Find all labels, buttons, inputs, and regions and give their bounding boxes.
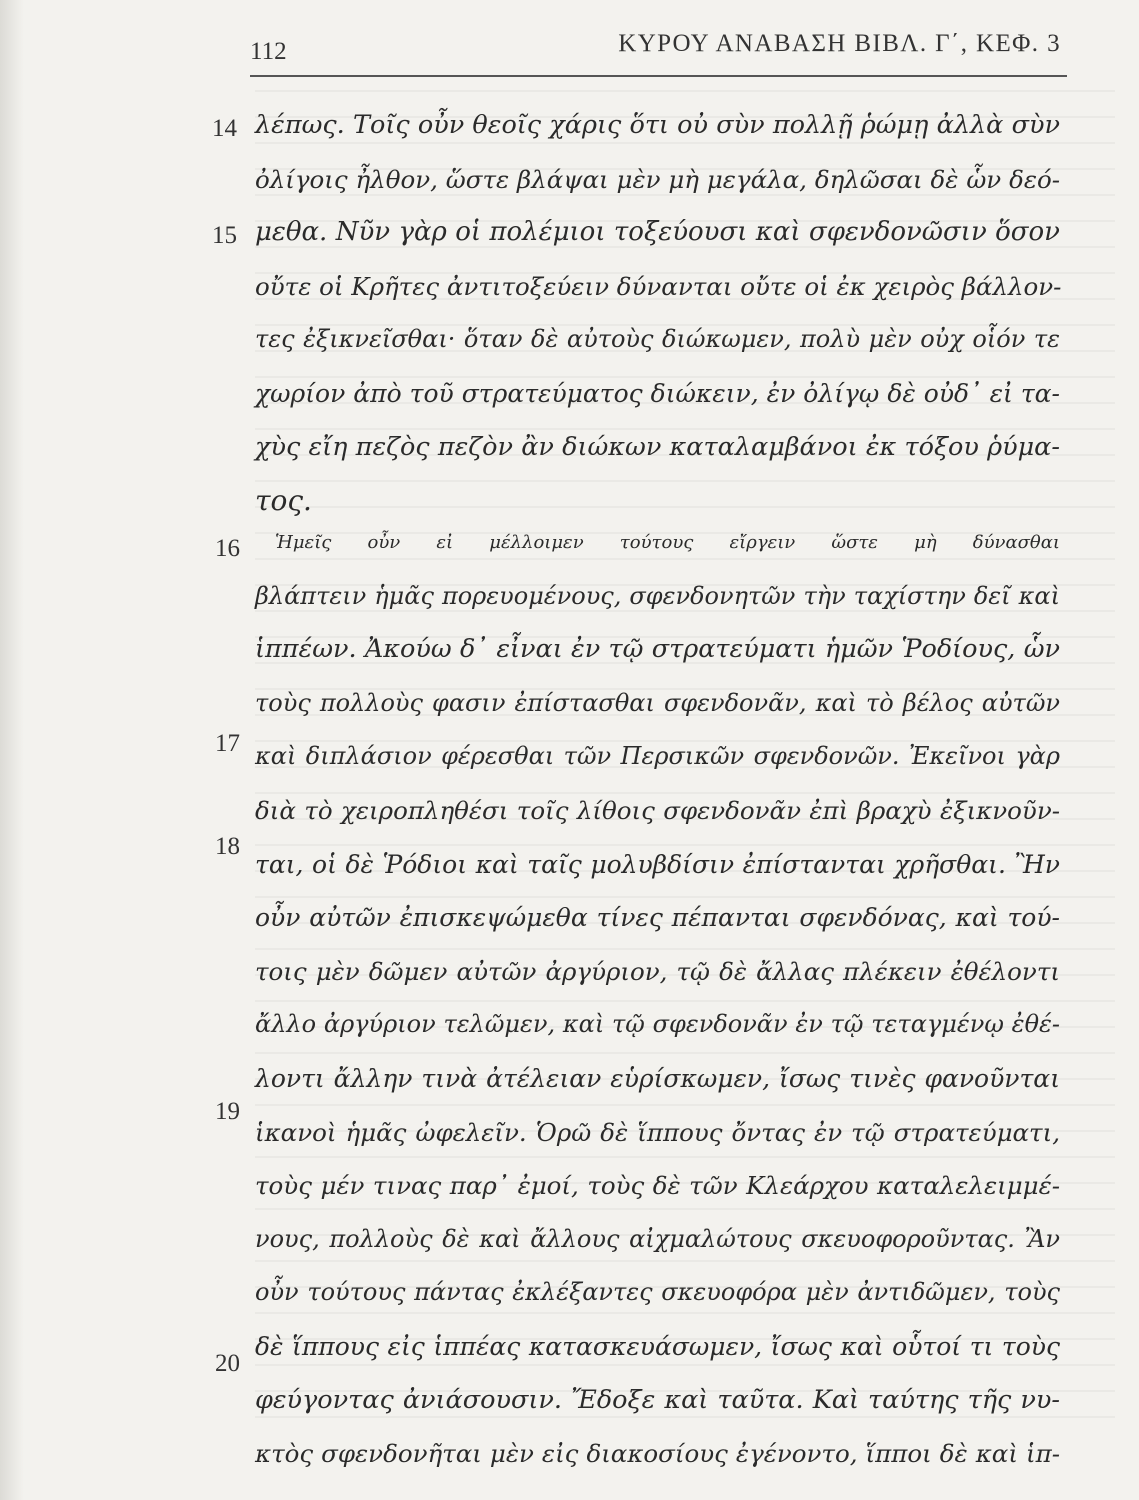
text-line: διὰ τὸ χειροπληθέσι τοῖς λίθοις σφενδονᾶν ἐπὶ βραχὺ ἐξικνοῦν- xyxy=(255,795,1060,825)
paragraph-1 xyxy=(255,99,1060,528)
text-line: Ἡμεῖς οὖν εἰ μέλλοιμεν τούτους εἴργειν ὥστε μὴ δύνασθαι xyxy=(275,532,1060,553)
running-title: ΚΥΡΟΥ ΑΝΑΒΑΣΗ ΒΙΒΛ. Γ΄, ΚΕΦ. 3 xyxy=(618,30,1061,57)
text-line: δὲ ἵππους εἰς ἱππέας κατασκευάσωμεν, ἴσως καὶ οὗτοί τι τοὺς xyxy=(255,1331,1060,1361)
text-line: ἄλλο ἀργύριον τελῶμεν, καὶ τῷ σφενδονᾶν ἐν τῷ τεταγμένῳ ἐθέ- xyxy=(255,1010,1060,1039)
text-line: οὖν αὐτῶν ἐπισκεψώμεθα τίνες πέπανται σφενδόνας, καὶ τού- xyxy=(255,903,1060,933)
text-line: μεθα. Νῦν γὰρ οἱ πολέμιοι τοξεύουσι καὶ σφενδονῶσιν ὅσον xyxy=(255,217,1060,248)
scan-edge-shadow xyxy=(0,0,24,1500)
text-line: οὔτε οἱ Κρῆτες ἀντιτοξεύειν δύνανται οὔτε οἱ ἐκ χειρὸς βάλλον- xyxy=(255,271,1062,301)
text-line: ται, οἱ δὲ Ῥόδιοι καὶ ταῖς μολυβδίσιν ἐπίστανται χρῆσθαι. Ἢν xyxy=(255,849,1060,879)
text-line: νους, πολλοὺς δὲ καὶ ἄλλους αἰχμαλώτους σκευοφοροῦντας. Ἂν xyxy=(255,1224,1060,1253)
paragraph-2 xyxy=(255,516,1060,1481)
text-line: κτὸς σφενδονῆται μὲν εἰς διακοσίους ἐγένοντο, ἵπποι δὲ καὶ ἱπ- xyxy=(255,1439,1060,1469)
section-number: 19 xyxy=(215,1098,240,1125)
section-number: 20 xyxy=(215,1350,240,1377)
text-line: ἱκανοὶ ἡμᾶς ὠφελεῖν. Ὁρῶ δὲ ἵππους ὄντας ἐν τῷ στρατεύματι, xyxy=(255,1117,1060,1147)
text-line: ὀλίγοις ἦλθον, ὥστε βλάψαι μὲν μὴ μεγάλα, δηλῶσαι δὲ ὧν δεό- xyxy=(255,164,1060,194)
text-line: βλάπτειν ἡμᾶς πορευομένους, σφενδονητῶν τὴν ταχίστην δεῖ καὶ xyxy=(255,581,1060,610)
section-number: 17 xyxy=(215,730,240,757)
text-line: χὺς εἴη πεζὸς πεζὸν ἂν διώκων καταλαμβάνοι ἐκ τόξου ῥύμα- xyxy=(255,431,1060,462)
text-line: τοις μὲν δῶμεν αὐτῶν ἀργύριον, τῷ δὲ ἄλλας πλέκειν ἐθέλοντι xyxy=(255,956,1060,986)
text-line: φεύγοντας ἀνιάσουσιν. Ἔδοξε καὶ ταῦτα. Καὶ ταύτης τῆς νυ- xyxy=(255,1384,1060,1415)
section-number: 16 xyxy=(215,535,240,562)
text-line: τοὺς μέν τινας παρ᾽ ἐμοί, τοὺς δὲ τῶν Κλεάρχου καταλελειμμέ- xyxy=(255,1171,1060,1201)
text-line: ἱππέων. Ἀκούω δ᾽ εἶναι ἐν τῷ στρατεύματι ἡμῶν Ῥοδίους, ὧν xyxy=(255,634,1060,665)
section-number: 14 xyxy=(212,115,237,142)
section-number: 15 xyxy=(212,222,237,249)
text-line: λοντι ἄλλην τινὰ ἀτέλειαν εὑρίσκωμεν, ἴσως τινὲς φανοῦνται xyxy=(255,1063,1060,1093)
text-line: καὶ διπλάσιον φέρεσθαι τῶν Περσικῶν σφενδονῶν. Ἐκεῖνοι γὰρ xyxy=(255,742,1060,771)
text-line: τες ἐξικνεῖσθαι· ὅταν δὲ αὐτοὺς διώκωμεν, πολὺ μὲν οὐχ οἷόν τε xyxy=(255,325,1060,354)
section-number: 18 xyxy=(215,833,240,860)
text-line: τοὺς πολλοὺς φασιν ἐπίστασθαι σφενδονᾶν, καὶ τὸ βέλος αὐτῶν xyxy=(255,688,1060,717)
text-line: λέπως. Τοῖς οὖν θεοῖς χάρις ὅτι οὐ σὺν πολλῇ ῥώμῃ ἀλλὰ σὺν xyxy=(255,110,1060,140)
header-rule xyxy=(250,75,1067,77)
text-line: χωρίον ἀπὸ τοῦ στρατεύματος διώκειν, ἐν ὀλίγῳ δὲ οὐδ᾽ εἰ τα- xyxy=(255,378,1060,408)
text-line: οὖν τούτους πάντας ἐκλέξαντες σκευοφόρα μὲν ἀντιδῶμεν, τοὺς xyxy=(255,1278,1060,1307)
text-line: τος. xyxy=(255,484,312,518)
page-number: 112 xyxy=(250,38,287,65)
